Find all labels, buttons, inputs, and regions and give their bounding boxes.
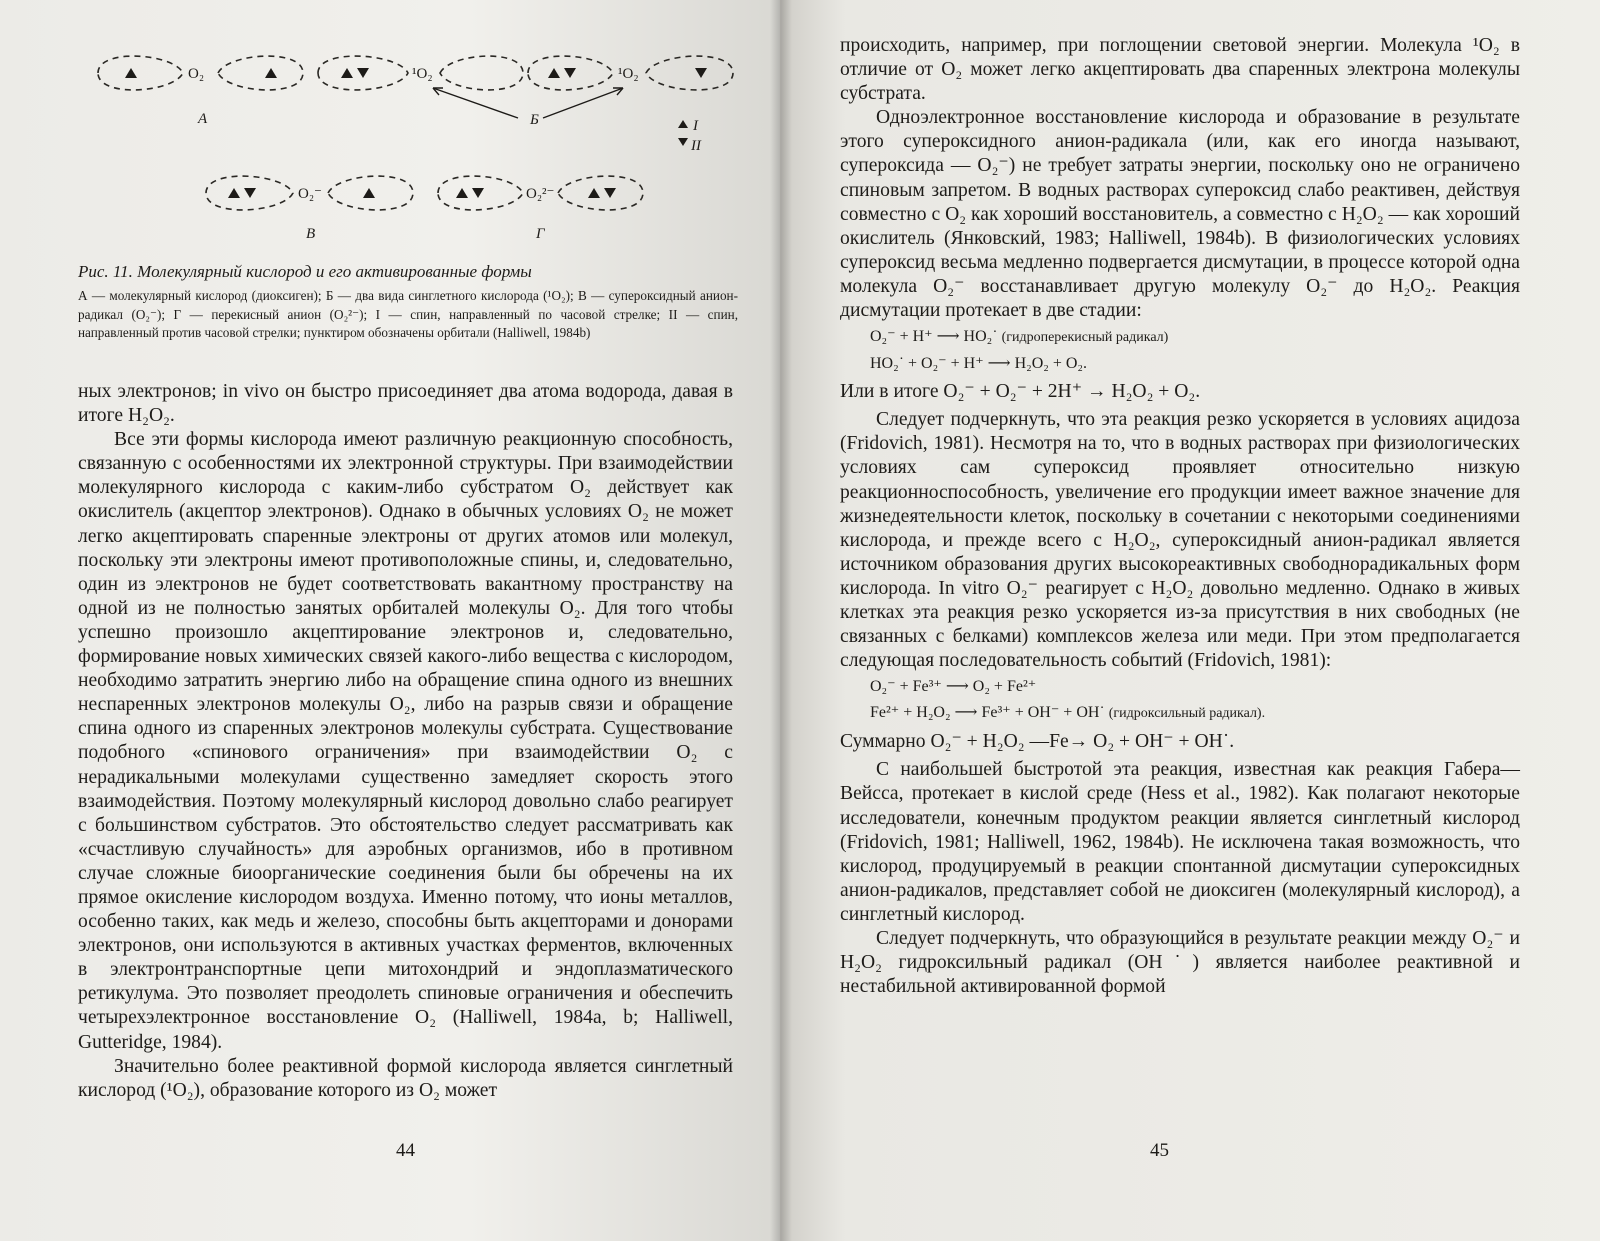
label-o2: O₂ [188,66,205,82]
right-paragraph-1: происходить, например, при поглощении световой энергии. Молекула ¹O₂ в отличие от O₂ может легко акцептировать два спаренных электрона молекулы субстрата. [840,35,1520,105]
orbital-b2-right [646,56,733,90]
right-paragraph-5: Следует подчеркнуть, что образующийся в результате реакции между O₂⁻ и H₂O₂ гидроксильный радикал (OH˙) является наиболее реактивной и нестабильной активированной формой [840,928,1520,998]
left-paragraph-3: Значительно более реактивной формой кислорода является синглетный кислород (¹O₂), образование которого из O₂ может [78,1055,733,1101]
book-gutter [770,0,792,1241]
equation-6: Суммарно O₂⁻ + H₂O₂ —Fe→ O₂ + OH⁻ + OH˙. [840,731,1235,753]
label-b: Б [530,112,539,128]
page-number-right: 45 [1150,1140,1169,1161]
equation-1 [840,325,1520,350]
label-v: В [306,226,316,242]
page-number-left: 44 [396,1140,415,1161]
equation-1-note: (гидроперекисный радикал) [1001,330,1169,346]
orbital-g-right [558,176,643,210]
arrow-b-left [433,88,518,118]
right-paragraph-3: Следует подчеркнуть, что эта реакция резко ускоряется в условиях ацидоза (Fridovich, 1981). Несмотря на то, что в водных растворах при физиологических условиях сам супероксид проявляет относительно низкую реакционноспособность, увеличение его продукции имеет важное значение для жизнедеятельности клеток, поскольку в сочетании с некоторыми соединениями кислорода, и прежде всего с H₂O₂, супероксидный анион-радикал является источником образования других высокореактивных свободнорадикальных форм кислорода. In vitro O₂⁻ реагирует с H₂O₂ довольно медленно. Однако в живых клетках эта реакция резко ускоряется из-за присутствия в них свободных (не связанных с белками) комплексов железа или меди. При этом предполагается следующая последовательность событий (Fridovich, 1981): [840,409,1520,672]
equation-5-formula: Fe²⁺ + H₂O₂ ⟶ Fe³⁺ + OH⁻ + OH˙ [870,704,1105,722]
equation-3: Или в итоге O₂⁻ + O₂⁻ + 2H⁺ → H₂O₂ + O₂. [840,381,1201,403]
equation-1-formula: O₂⁻ + H⁺ ⟶ HO₂˙ [870,328,998,346]
right-paragraph-4: С наибольшей быстротой эта реакция, известная как реакция Габера—Вейсса, протекает в кислой среде (Hess et al., 1982). Как полагают некоторые исследователи, конечным продуктом реакции является синглетный кислород (Fridovich, 1981; Halliwell, 1962, 1984b). Не исключена такая возможность, что кислород, продуцируемый в реакции спонтанной дисмутации супероксидных анион-радикалов, представляет собой не диоксиген (молекулярный кислород), а синглетный кислород. [840,759,1520,925]
label-o2-peroxide: O₂²⁻ [526,186,555,202]
label-o2-singlet-2: ¹O₂ [618,66,639,82]
figure-caption-title: Рис. 11. Молекулярный кислород и его активированные формы [78,262,532,281]
label-o2-superoxide: O₂⁻ [298,186,322,202]
orbital-b1-right [440,56,523,90]
right-page-body [840,34,1520,999]
orbital-a-left [98,56,183,90]
label-g: Г [536,226,545,242]
label-spin-i: I [693,118,698,134]
orbital-a-right [218,56,303,90]
figure-caption-text: А — молекулярный кислород (диоксиген); Б — два вида синглетного кислорода (¹O₂); В — супероксидный анион-радикал (O₂⁻); Г — перекисный анион (O₂²⁻); I — спин, направленный по часовой стрелке; II — спин, направленный против часовой стрелки; пунктиром обозначены орбитали (Halliwell, 1984b) [78,288,738,340]
left-page-body [78,380,733,1103]
label-a: А [198,111,208,127]
equation-2: HO₂˙ + O₂⁻ + H⁺ ⟶ H₂O₂ + O₂. [870,355,1087,373]
left-paragraph-2: Все эти формы кислорода имеют различную реакционную способность, связанную с особенностями их электронной структуры. При взаимодействии молекулярного кислорода с каким-либо субстратом O₂ действует как окислитель (акцептор электронов). Однако в обычных условиях O₂ не может легко акцептировать спаренные электроны от других атомов или молекул, поскольку эти электроны имеют противоположные спины, и, следовательно, один из электронов не будет соответствовать вакантному пространству на одной из не полностью занятых орбиталей молекулы O₂. Для того чтобы успешно произошло акцептирование электронов и, следовательно, формирование новых химических связей какого-либо вещества с кислородом, необходимо затратить энергию либо на обращение спина одного из внешних неспаренных электронов молекулы O₂, либо на разрыв связи и обращение спина одного из спаренных электронов молекулы субстрата. Существование подобного «спинового ограничения» при взаимодействии O₂ с нерадикальными молекулами существенно замедляет скорость этого взаимодействия. Поэтому молекулярный кислород довольно слабо реагирует с большинством субстратов. Это обстоятельство следует рассматривать как «счастливую случайность» для аэробных организмов, ибо в противном случае сложные биоорганические соединения были бы обречены на их прямое окисление кислородом воздуха. Именно потому, что ионы металлов, особенно таких, как медь и железо, способны быть акцепторами и донорами электронов, они используются в активных участках ферментов, включенных в электронтранспортные цепи митохондрий и эндоплазматического ретикулума. Это позволяет преодолеть спиновые ограничения и обеспечить четырехэлектронное восстановление O₂ (Halliwell, 1984a, b; Halliwell, Gutteridge, 1984). [78,429,733,1053]
arrow-b-right [543,88,623,118]
label-spin-ii: II [691,138,701,154]
left-paragraph-1: ных электронов; in vivo он быстро присоединяет два атома водорода, давая в итоге H₂O₂. [78,381,733,427]
label-o2-singlet-1: ¹O₂ [412,66,433,82]
oxygen-orbitals-figure [78,38,738,263]
right-paragraph-2: Одноэлектронное восстановление кислорода и образование в результате этого супероксидного анион-радикала (или, как его иногда называют, супероксида — O₂⁻) не требует затраты энергии, поскольку оно не ограничено спиновым запретом. В водных растворах супероксид слабо реактивен, действуя совместно с O₂ как хороший восстановитель, а совместно с H₂O₂ — как хороший окислитель (Янковский, 1983; Halliwell, 1984b). В физиологических условиях супероксид весьма медленно подвергается дисмутации, в процессе которой одна молекула O₂⁻ восстанавливает другую молекулу O₂⁻ до H₂O₂. Реакция дисмутации протекает в две стадии: [840,107,1520,322]
equation-5-note: (гидроксильный радикал). [1108,706,1266,722]
equation-4: O₂⁻ + Fe³⁺ ⟶ O₂ + Fe²⁺ [870,678,1037,696]
equation-5 [840,701,1520,726]
